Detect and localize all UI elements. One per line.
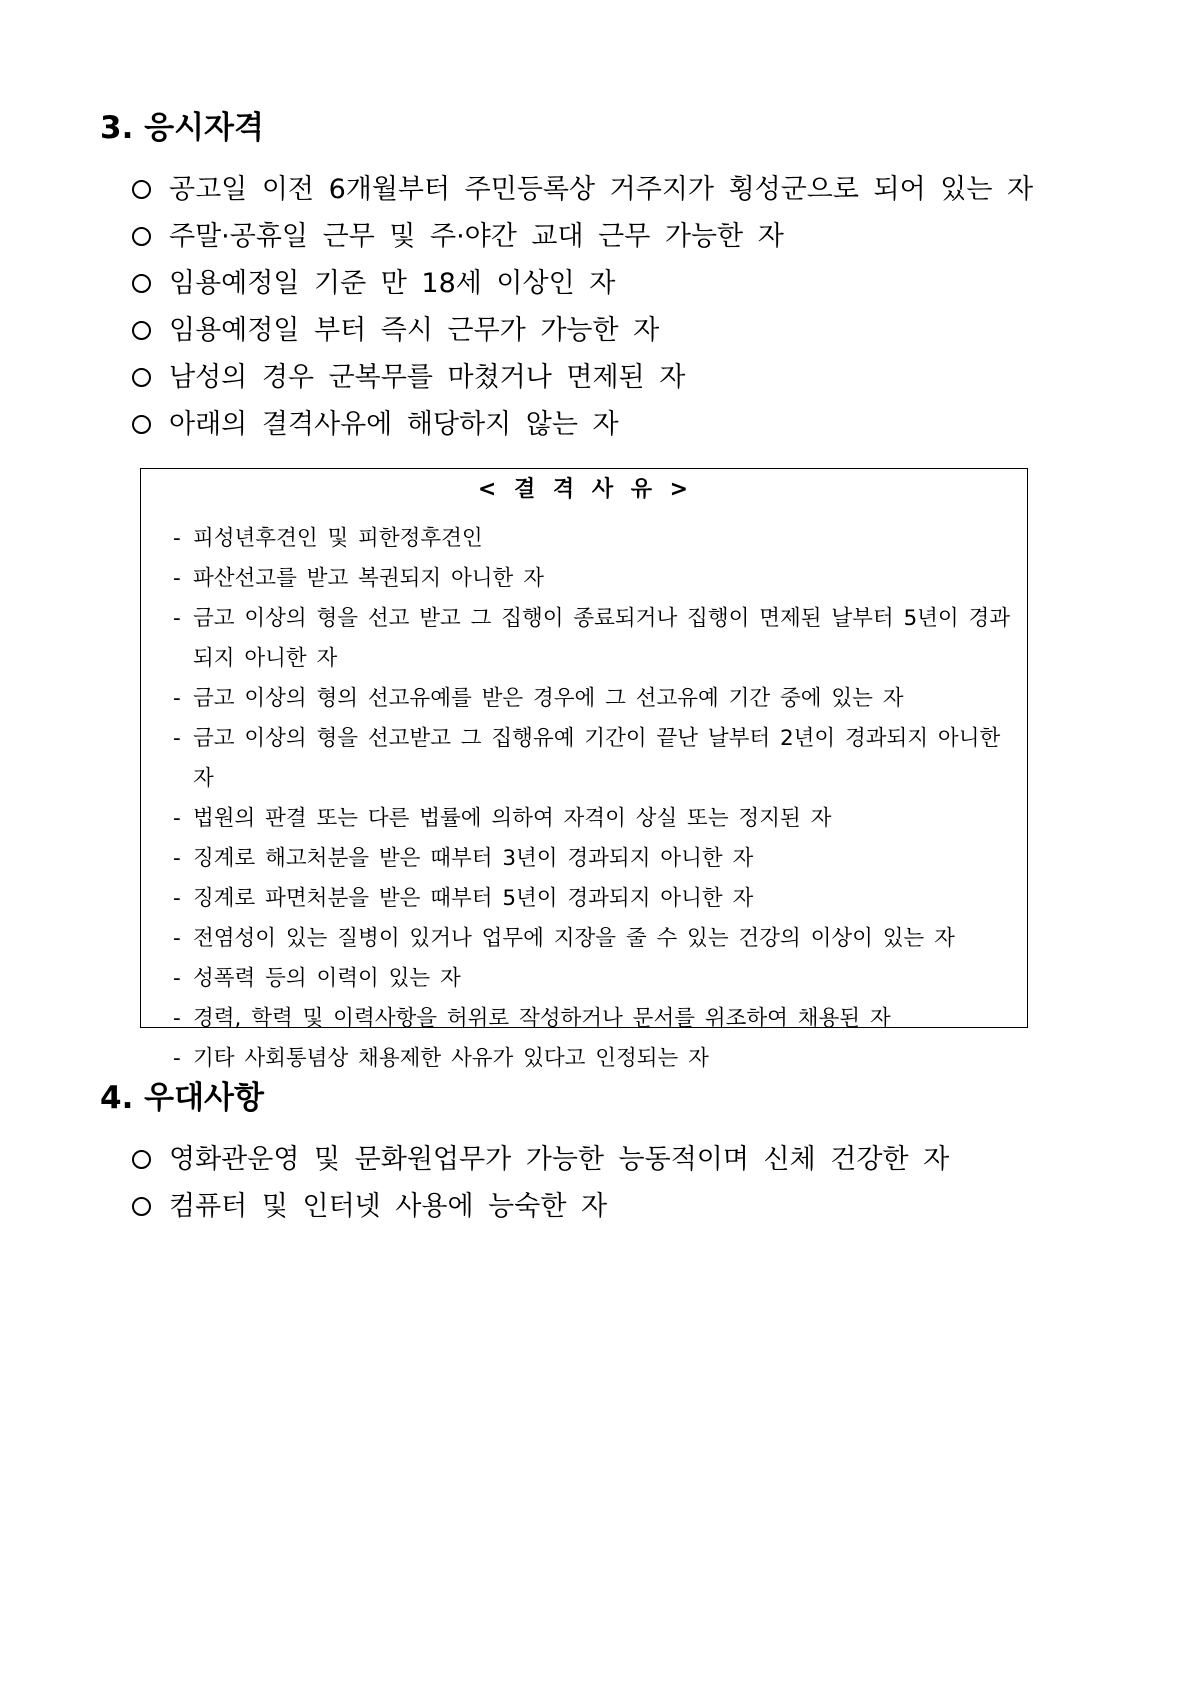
list-item-text: 남성의 경우 군복무를 마쳤거나 면제된 자	[169, 362, 686, 393]
list-item-text: 기타 사회통념상 채용제한 사유가 있다고 인정되는 자	[193, 1046, 709, 1071]
list-item-text: 컴퓨터 및 인터넷 사용에 능숙한 자	[169, 1191, 608, 1222]
list-item-text: 공고일 이전 6개월부터 주민등록상 거주지가 횡성군으로 되어 있는 자	[169, 174, 1034, 205]
list-item-text: 주말·공휴일 근무 및 주·야간 교대 근무 가능한 자	[169, 221, 784, 252]
circle-bullet-icon	[132, 1150, 151, 1169]
circle-bullet-icon	[132, 274, 151, 293]
list-item	[173, 559, 1017, 599]
list-item	[132, 166, 1033, 213]
circle-bullet-icon	[132, 180, 151, 199]
list-item	[132, 1136, 949, 1183]
dash-bullet: -	[173, 1046, 181, 1071]
list-item	[173, 999, 1017, 1039]
disqualification-list	[173, 519, 1017, 1079]
list-item	[132, 354, 1033, 401]
list-item	[173, 519, 1017, 559]
list-item	[132, 1183, 949, 1230]
list-item-text: 피성년후견인 및 피한정후견인	[193, 526, 483, 551]
list-item-text: 전염성이 있는 질병이 있거나 업무에 지장을 줄 수 있는 건강의 이상이 있는 자	[193, 926, 955, 951]
circle-bullet-icon	[132, 321, 151, 340]
section-4-title: 4. 우대사항	[100, 1080, 264, 1116]
circle-bullet-icon	[132, 415, 151, 434]
list-item	[132, 307, 1033, 354]
dash-bullet: -	[173, 1006, 181, 1031]
dash-bullet: -	[173, 686, 181, 711]
list-item-text: 영화관운영 및 문화원업무가 가능한 능동적이며 신체 건강한 자	[169, 1144, 950, 1175]
list-item-text: 징계로 파면처분을 받은 때부터 5년이 경과되지 아니한 자	[193, 886, 754, 911]
dash-bullet: -	[173, 566, 181, 591]
list-item-text: 법원의 판결 또는 다른 법률에 의하여 자격이 상실 또는 정지된 자	[193, 806, 832, 831]
list-item	[173, 919, 1017, 959]
list-item	[173, 1039, 1017, 1079]
list-item-text: 경력, 학력 및 이력사항을 허위로 작성하거나 문서를 위조하여 채용된 자	[193, 1006, 891, 1031]
disqualification-title: < 결 격 사 유 >	[477, 477, 691, 502]
dash-bullet: -	[173, 526, 181, 551]
dash-bullet: -	[173, 966, 181, 991]
list-item	[173, 959, 1017, 999]
list-item-text: 임용예정일 부터 즉시 근무가 가능한 자	[169, 315, 660, 346]
list-item-text: 징계로 해고처분을 받은 때부터 3년이 경과되지 아니한 자	[193, 846, 754, 871]
dash-bullet: -	[173, 726, 181, 751]
list-item-text: 금고 이상의 형을 선고 받고 그 집행이 종료되거나 집행이 면제된 날부터 5년이 경과되지 아니한 자	[193, 606, 1011, 671]
dash-bullet: -	[173, 606, 181, 631]
circle-bullet-icon	[132, 227, 151, 246]
list-item-text: 임용예정일 기준 만 18세 이상인 자	[169, 268, 616, 299]
list-item-text: 아래의 결격사유에 해당하지 않는 자	[169, 409, 619, 440]
section-3-title: 3. 응시자격	[100, 110, 264, 146]
circle-bullet-icon	[132, 1197, 151, 1216]
list-item	[132, 213, 1033, 260]
list-item-text: 파산선고를 받고 복권되지 아니한 자	[193, 566, 544, 591]
dash-bullet: -	[173, 926, 181, 951]
list-item	[173, 679, 1017, 719]
disqualification-box	[140, 468, 1028, 1071]
list-item	[132, 401, 1033, 448]
eligibility-list	[132, 166, 1033, 448]
dash-bullet: -	[173, 846, 181, 871]
list-item	[132, 260, 1033, 307]
preference-list	[132, 1136, 949, 1230]
list-item	[173, 839, 1017, 879]
list-item	[173, 799, 1017, 839]
list-item	[173, 599, 1017, 679]
dash-bullet: -	[173, 806, 181, 831]
list-item	[173, 719, 1017, 799]
list-item	[173, 879, 1017, 919]
list-item-text: 금고 이상의 형을 선고받고 그 집행유예 기간이 끝난 날부터 2년이 경과되지 아니한 자	[193, 726, 1001, 791]
circle-bullet-icon	[132, 368, 151, 387]
list-item-text: 금고 이상의 형의 선고유예를 받은 경우에 그 선고유예 기간 중에 있는 자	[193, 686, 904, 711]
dash-bullet: -	[173, 886, 181, 911]
list-item-text: 성폭력 등의 이력이 있는 자	[193, 966, 461, 991]
